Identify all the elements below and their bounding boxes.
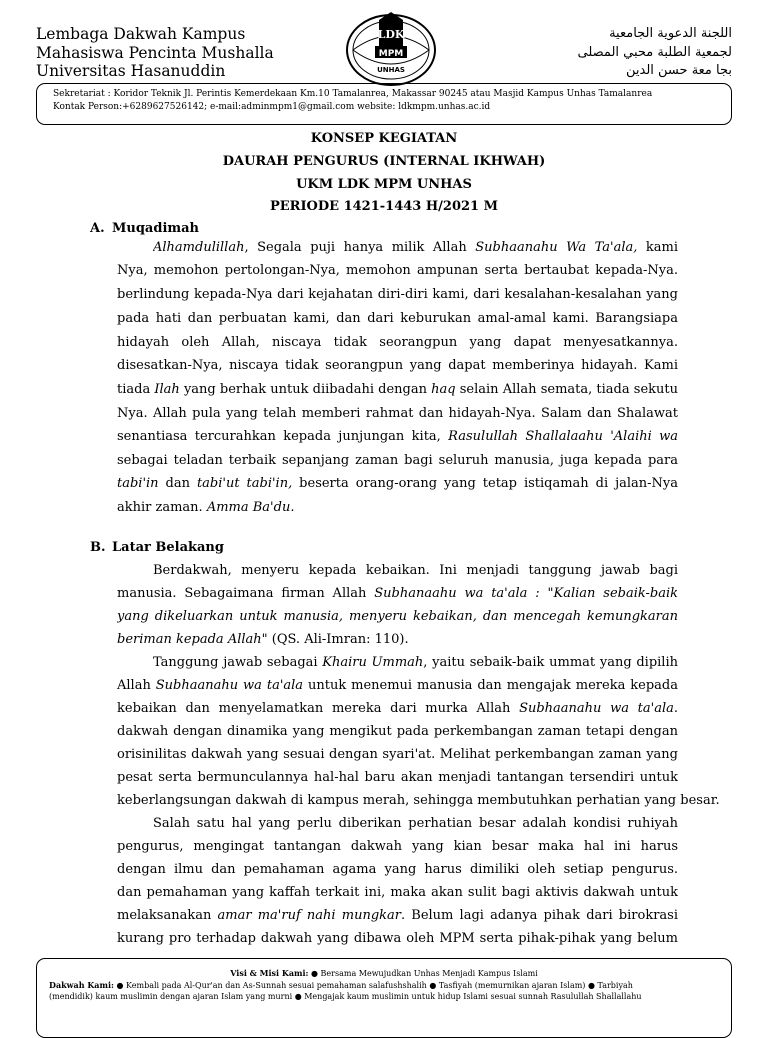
doc-title-3: UKM LDK MPM UNHAS <box>296 177 472 192</box>
logo-text-bottom: UNHAS <box>377 66 405 74</box>
section-number: A. <box>90 221 105 236</box>
secretariat-address: Sekretariat : Koridor Teknik Jl. Perintis Kemerdekaan Km.10 Tamalanrea, Makassar 90245 atau Masjid Kampus Unhas Tamalanrea <box>53 89 653 99</box>
visi-text: ● Bersama Mewujudkan Unhas Menjadi Kampus Islami <box>311 969 538 978</box>
text-line: Alhamdulillah, Segala puji hanya milik Allah Subhaanahu Wa Ta'ala, kami <box>153 240 678 255</box>
text-line: Allah Subhaanahu wa ta'ala untuk menemui manusia dan mengajak mereka kepada <box>117 678 678 693</box>
section-title: Muqadimah <box>112 221 200 236</box>
text-line: tiada Ilah yang berhak untuk diibadahi dengan haq selain Allah semata, tiada sekutu <box>117 382 678 397</box>
text-line: beriman kepada Allah" (QS. Ali-Imran: 110). <box>117 632 409 647</box>
org-name-line-3: Universitas Hasanuddin <box>36 62 226 80</box>
secretariat-contact: Kontak Person:+6289627526142; e-mail:adminmpm1@gmail.com website: ldkmpm.unhas.ac.id <box>53 102 491 112</box>
text-line: Berdakwah, menyeru kepada kebaikan. Ini menjadi tanggung jawab bagi <box>153 563 678 578</box>
letterhead-left <box>36 25 274 81</box>
text-line: keberlangsungan dakwah di kampus merah, sehingga membutuhkan perhatian yang besar. <box>117 793 720 808</box>
text-line: Tanggung jawab sebagai Khairu Ummah, yaitu sebaik-baik ummat yang dipilih <box>153 655 678 670</box>
doc-title-2: DAURAH PENGURUS (INTERNAL IKHWAH) <box>222 154 546 169</box>
text-line: dan pemahaman yang kaffah terkait ini, maka akan sulit bagi aktivis dakwah untuk <box>117 885 678 900</box>
text-line: kebaikan dan menyelamatkan mereka dari murka Allah Subhaanahu wa ta'ala. <box>117 701 678 716</box>
arabic-line-2: لجمعية الطلبة محبي المصلى <box>577 44 732 60</box>
doc-title-4: PERIODE 1421-1443 H/2021 M <box>269 199 498 214</box>
ldk-mpm-logo <box>345 8 437 88</box>
text-line: Nya. Allah pula yang telah memberi rahmat dan hidayah-Nya. Salam dan Shalawat <box>117 406 678 421</box>
misi-text-1: ● Kembali pada Al-Qur'an dan As-Sunnah sesuai pemahaman salafushshalih ● Tasfiyah (memurnikan ajaran Islam) ● Tarbiyah <box>116 981 633 990</box>
arabic-line-3: بجا معة حسن الدين <box>625 63 732 78</box>
text-line: Nya, memohon pertolongan-Nya, memohon ampunan serta bertaubat kepada-Nya. <box>117 263 678 278</box>
text-line: yang dikeluarkan untuk manusia, menyeru kebaikan, dan mencegah kemungkaran <box>117 609 678 624</box>
letterhead-right-arabic <box>578 25 732 81</box>
doc-title-1: KONSEP KEGIATAN <box>310 131 458 146</box>
text-line: pada hati dan perbuatan kami, dan dari keburukan amal-amal kami. Barangsiapa <box>117 311 678 326</box>
text-line: dengan ilmu dan pemahaman agama yang harus dimiliki oleh setiap pengurus. <box>117 862 678 877</box>
text-line: Salah satu hal yang perlu diberikan perhatian besar adalah kondisi ruhiyah <box>153 816 678 831</box>
text-line: akhir zaman. Amma Ba'du. <box>117 500 295 515</box>
text-line: tabi'in dan tabi'ut tabi'in, beserta orang-orang yang tetap istiqamah di jalan-Nya <box>117 476 678 491</box>
org-name-line-2: Mahasiswa Pencinta Mushalla <box>36 43 274 62</box>
logo-text-top: LDK <box>377 28 405 41</box>
misi-label: Dakwah Kami: <box>49 980 114 990</box>
text-line: melaksanakan amar ma'ruf nahi mungkar. Belum lagi adanya pihak dari birokrasi <box>117 908 678 923</box>
section-title: Latar Belakang <box>112 540 224 555</box>
text-line: kurang pro terhadap dakwah yang dibawa oleh MPM serta pihak-pihak yang belum <box>117 931 678 946</box>
section-number: B. <box>90 540 106 555</box>
org-name-line-1: Lembaga Dakwah Kampus <box>36 25 246 43</box>
secretariat-box <box>36 83 732 125</box>
section-heading-b <box>90 540 224 555</box>
text-line: hidayah oleh Allah, niscaya tidak seorangpun yang dapat menyesatkannya. <box>117 335 678 350</box>
footer-box <box>36 958 732 1038</box>
text-line: orisinilitas dakwah yang sesuai dengan syari'at. Melihat perkembangan zaman yang <box>117 747 678 762</box>
logo-text-mid: MPM <box>378 49 404 59</box>
text-line: pesat serta bermunculannya hal-hal baru akan menjadi tantangan tersendiri untuk <box>117 770 678 785</box>
text-line: dakwah dengan dinamika yang mengikut pada perkembangan zaman tetapi dengan <box>117 724 678 739</box>
visi-label: Visi & Misi Kami: <box>230 968 309 978</box>
text-line: berlindung kepada-Nya dari kejahatan diri-diri kami, dari kesalahan-kesalahan yang <box>117 287 678 302</box>
text-line: sebagai teladan terbaik sepanjang zaman bagi seluruh manusia, juga kepada para <box>117 453 678 468</box>
text-line: pengurus, mengingat tantangan dakwah yang kian besar maka hal ini harus <box>117 839 678 854</box>
text-line: manusia. Sebagaimana firman Allah Subhanaahu wa ta'ala : "Kalian sebaik-baik <box>117 586 678 601</box>
section-heading-a <box>90 221 199 236</box>
text-line: senantiasa tercurahkan kepada junjungan kita, Rasulullah Shallalaahu 'Alaihi wa <box>117 429 678 444</box>
arabic-line-1: اللجنة الدعوية الجامعية <box>609 26 732 41</box>
text-line: disesatkan-Nya, niscaya tidak seorangpun yang dapat memberinya hidayah. Kami <box>117 358 678 373</box>
footer-misi-2: (mendidik) kaum muslimin dengan ajaran Islam yang murni ● Mengajak kaum muslimin untuk hidup Islami sesuai sunnah Rasulullah Shallallahu <box>49 992 642 1001</box>
